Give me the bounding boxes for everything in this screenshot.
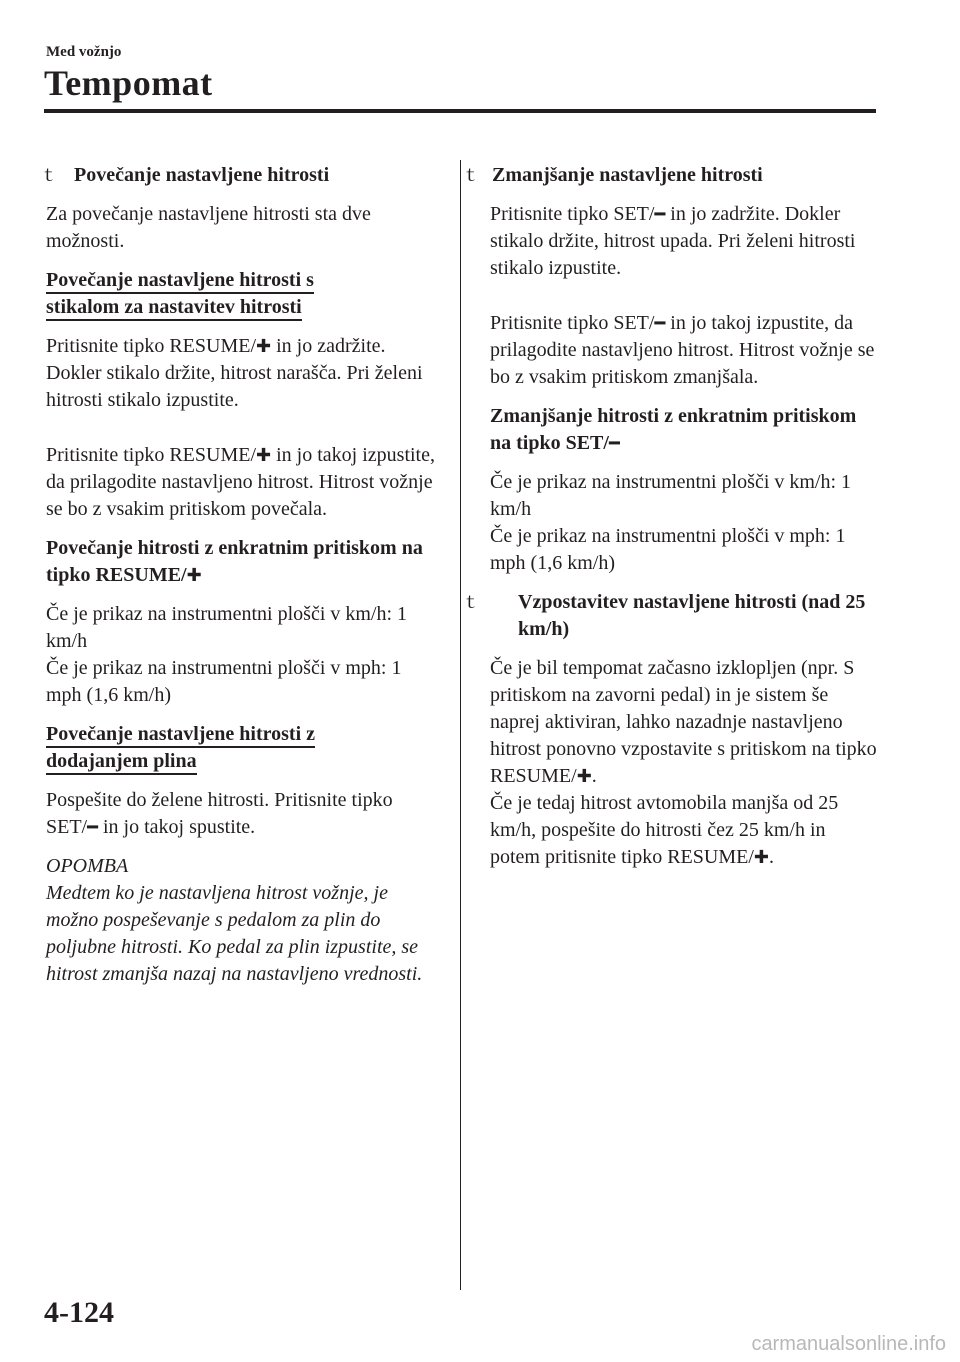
paragraph-restore: Če je bil tempomat začasno izklopljen (npr. S pritiskom na zavorni pedal) in je sistem še naprej aktiviran, lahko nazadnje nastavljeno hitrost ponovno vzpostavite s pritiskom na tipko RESUME/✚. Če je tedaj hitrost avtomobila manjša od 25 km/h, pospešite do hitrosti čez 25 km/h in potem pritisnite tipko RESUME/✚.: [490, 657, 877, 868]
minus-icon: ━: [608, 433, 620, 454]
paragraph-increment-values: Če je prikaz na instrumentni plošči v km/h: 1 km/h Če je prikaz na instrumentni plošči v mph: 1 mph (1,6 km/h): [46, 603, 408, 706]
left-column: [40, 162, 438, 988]
subheading-single-press-resume: Povečanje hitrosti z enkratnim pritiskom na tipko RESUME/✚: [46, 537, 423, 586]
heading-restore-speed: ｔ Vzpostavitev nastavljene hitrosti (nad 25 km/h): [462, 591, 866, 640]
subheading-accelerator: Povečanje nastavljene hitrosti z dodajanjem plina: [46, 721, 438, 775]
plus-icon: ✚: [576, 766, 592, 787]
intro-text: Za povečanje nastavljene hitrosti sta dve možnosti.: [46, 203, 371, 252]
minus-icon: ━: [654, 313, 666, 334]
paragraph-accelerate: Pospešite do želene hitrosti. Pritisnite tipko SET/━ in jo takoj spustite.: [46, 789, 393, 838]
subheading-single-press-set: Zmanjšanje hitrosti z enkratnim pritiskom na tipko SET/━: [490, 405, 857, 454]
bullet-icon: ｔ: [462, 165, 480, 186]
minus-icon: ━: [654, 204, 666, 225]
plus-icon: ✚: [256, 336, 272, 357]
column-divider: [460, 160, 461, 1290]
subheading-switch: Povečanje nastavljene hitrosti s stikalom za nastavitev hitrosti: [46, 267, 438, 321]
heading-decrease-speed: ｔ Zmanjšanje nastavljene hitrosti: [464, 162, 880, 189]
section-label: Med vožnjo: [46, 44, 122, 60]
paragraph-hold-set: Pritisnite tipko SET/━ in jo zadržite. Dokler stikalo držite, hitrost upada. Pri želeni hitrosti stikalo izpustite.: [490, 203, 856, 279]
right-column: [462, 162, 880, 883]
paragraph-decrement-values: Če je prikaz na instrumentni plošči v km/h: 1 km/h Če je prikaz na instrumentni plošči v mph: 1 mph (1,6 km/h): [490, 471, 852, 574]
heading-increase-speed: ｔ Povečanje nastavljene hitrosti: [46, 162, 438, 189]
title-rule: [44, 109, 876, 113]
paragraph-press-resume: Pritisnite tipko RESUME/✚ in jo takoj izpustite, da prilagodite nastavljeno hitrost. Hitrost vožnje se bo z vsakim pritiskom povečala.: [46, 444, 435, 520]
plus-icon: ✚: [186, 565, 202, 586]
bullet-icon: ｔ: [462, 592, 480, 613]
plus-icon: ✚: [256, 445, 272, 466]
page-number: 4-124: [44, 1296, 114, 1329]
paragraph-hold-resume: Pritisnite tipko RESUME/✚ in jo zadržite. Dokler stikalo držite, hitrost narašča. Pri želeni hitrosti stikalo izpustite.: [46, 335, 423, 411]
note-heading: OPOMBA: [46, 855, 129, 877]
plus-icon: ✚: [753, 847, 769, 868]
bullet-icon: ｔ: [40, 165, 58, 186]
note-text: Medtem ko je nastavljena hitrost vožnje, je možno pospeševanje s pedalom za plin do poljubne hitrosti. Ko pedal za plin izpustite, se hitrost zmanjša nazaj na nastavljeno vrednosti.: [46, 882, 423, 985]
paragraph-press-set: Pritisnite tipko SET/━ in jo takoj izpustite, da prilagodite nastavljeno hitrost. Hitrost vožnje se bo z vsakim pritiskom zmanjšala.: [490, 312, 875, 388]
minus-icon: ━: [87, 817, 98, 838]
page-title: Tempomat: [44, 63, 213, 103]
watermark: carmanualsonline.info: [751, 1333, 946, 1355]
